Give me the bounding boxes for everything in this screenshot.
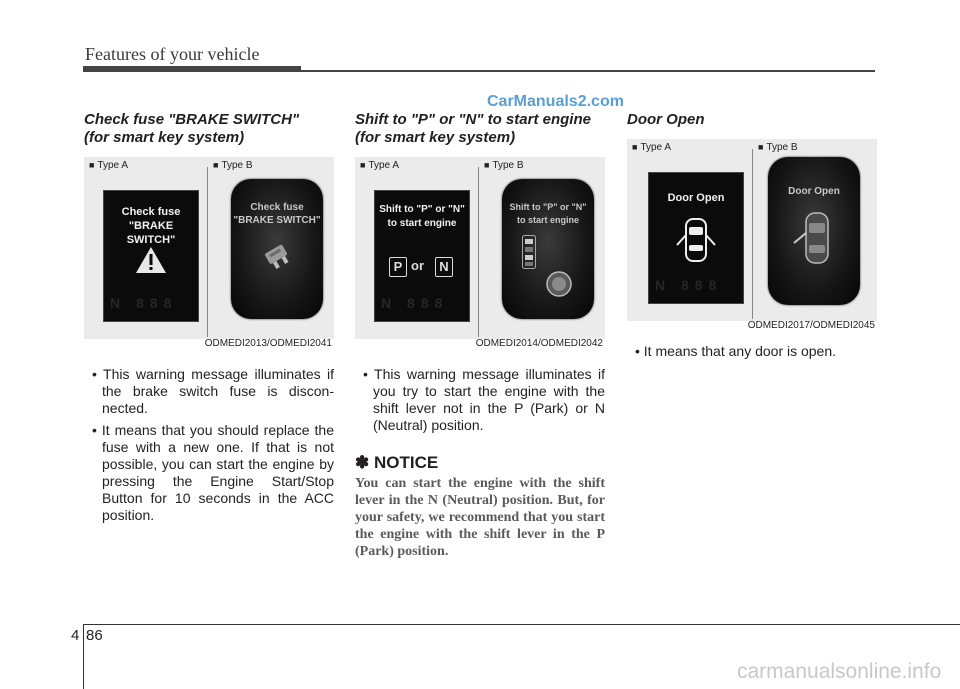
bullet-list-brake-switch [84,366,334,529]
figure-code: ODMEDI2013/ODMEDI2041 [204,338,332,349]
list-item: • This warning message illuminates if the brake switch fuse is discon-nected. [84,366,334,417]
display-message: Door Open [667,192,725,204]
display-type-b [768,157,860,305]
section-title-shift-to-p-or-n [355,111,615,147]
section-title-line2: (for smart key system) [355,129,516,146]
warning-triangle-icon [135,246,167,274]
display-type-a [103,190,199,322]
section-title-door-open [627,111,877,129]
watermark-carmanuals2[interactable]: CarManuals2.com [487,93,624,110]
bullet-list-shift [355,366,605,439]
figure-divider [752,149,753,319]
start-stop-button-icon [546,271,572,297]
display-message: Door Open [788,186,840,197]
display-type-a [374,190,470,322]
neutral-box: N [435,257,453,277]
display-message: Shift to "P" or "N" to start engine [379,204,465,229]
ghost-odometer: N 888 [655,277,723,293]
footer-rule [83,624,960,625]
type-a-label: ■ Type A [89,160,129,171]
figure-divider [207,167,208,337]
display-message: Check fuse "BRAKE SWITCH" [233,202,321,226]
gear-shift-icon [522,235,536,269]
display-message: Check fuse "BRAKE SWITCH" [121,206,181,246]
bullet-list-door-open [627,343,877,365]
section-title-line1: Check fuse "BRAKE SWITCH" [84,111,300,128]
type-b-label: ■ Type B [213,160,253,171]
type-a-label: ■ Type A [360,160,400,171]
section-title-line1: Shift to "P" or "N" to start engine [355,111,591,128]
display-type-b [231,179,323,319]
figure-divider [478,167,479,337]
footer-margin-rule [83,624,84,689]
chapter-number: 4 [71,627,80,644]
figure-code: ODMEDI2017/ODMEDI2045 [747,320,875,331]
type-a-label: ■ Type A [632,142,672,153]
ghost-odometer: N 888 [381,295,449,311]
type-b-label: ■ Type B [484,160,524,171]
figure-code: ODMEDI2014/ODMEDI2042 [475,338,603,349]
section-title-line1: Door Open [627,111,705,128]
watermark-carmanualsonline[interactable]: carmanualsonline.info [737,660,942,683]
list-item: • It means that you should replace the fuse with a new one. If that is not possible, you can start the engine by pressing the Engine Start/Stop Button for 10 seconds in the ACC position. [84,422,334,524]
section-title-line2: (for smart key system) [84,129,245,146]
list-item: • This warning message illuminates if you try to start the engine with the shift lever not in the P (Park) or N (Neutral) position. [355,366,605,434]
type-b-label: ■ Type B [758,142,798,153]
section-title-brake-switch [84,111,344,147]
car-door-open-icon [674,215,718,265]
header-rule-thin [301,70,875,72]
fuse-icon [259,241,295,271]
figure-shift-to-p-or-n [355,157,605,349]
display-type-b [502,179,594,319]
car-door-open-icon [790,209,838,269]
park-box: P [389,257,407,277]
notice-title: ✽ NOTICE [355,453,439,472]
page-number: 86 [86,627,103,644]
display-type-a [648,172,744,304]
header-rule-thick [83,66,301,72]
or-text: or [411,258,424,273]
display-message: Shift to "P" or "N" to start engine [509,202,587,225]
list-item: • It means that any door is open. [627,343,877,360]
page-header-title: Features of your vehicle [85,44,260,64]
figure-door-open [627,139,877,331]
ghost-odometer: N 888 [110,295,178,311]
notice-body: You can start the engine with the shift lever in the N (Neutral) position. But, for your safety, we recommend that you start the engine with the shift lever in the P (Park) position. [355,476,605,559]
figure-brake-switch [84,157,334,349]
p-or-n-indicator [389,257,455,277]
